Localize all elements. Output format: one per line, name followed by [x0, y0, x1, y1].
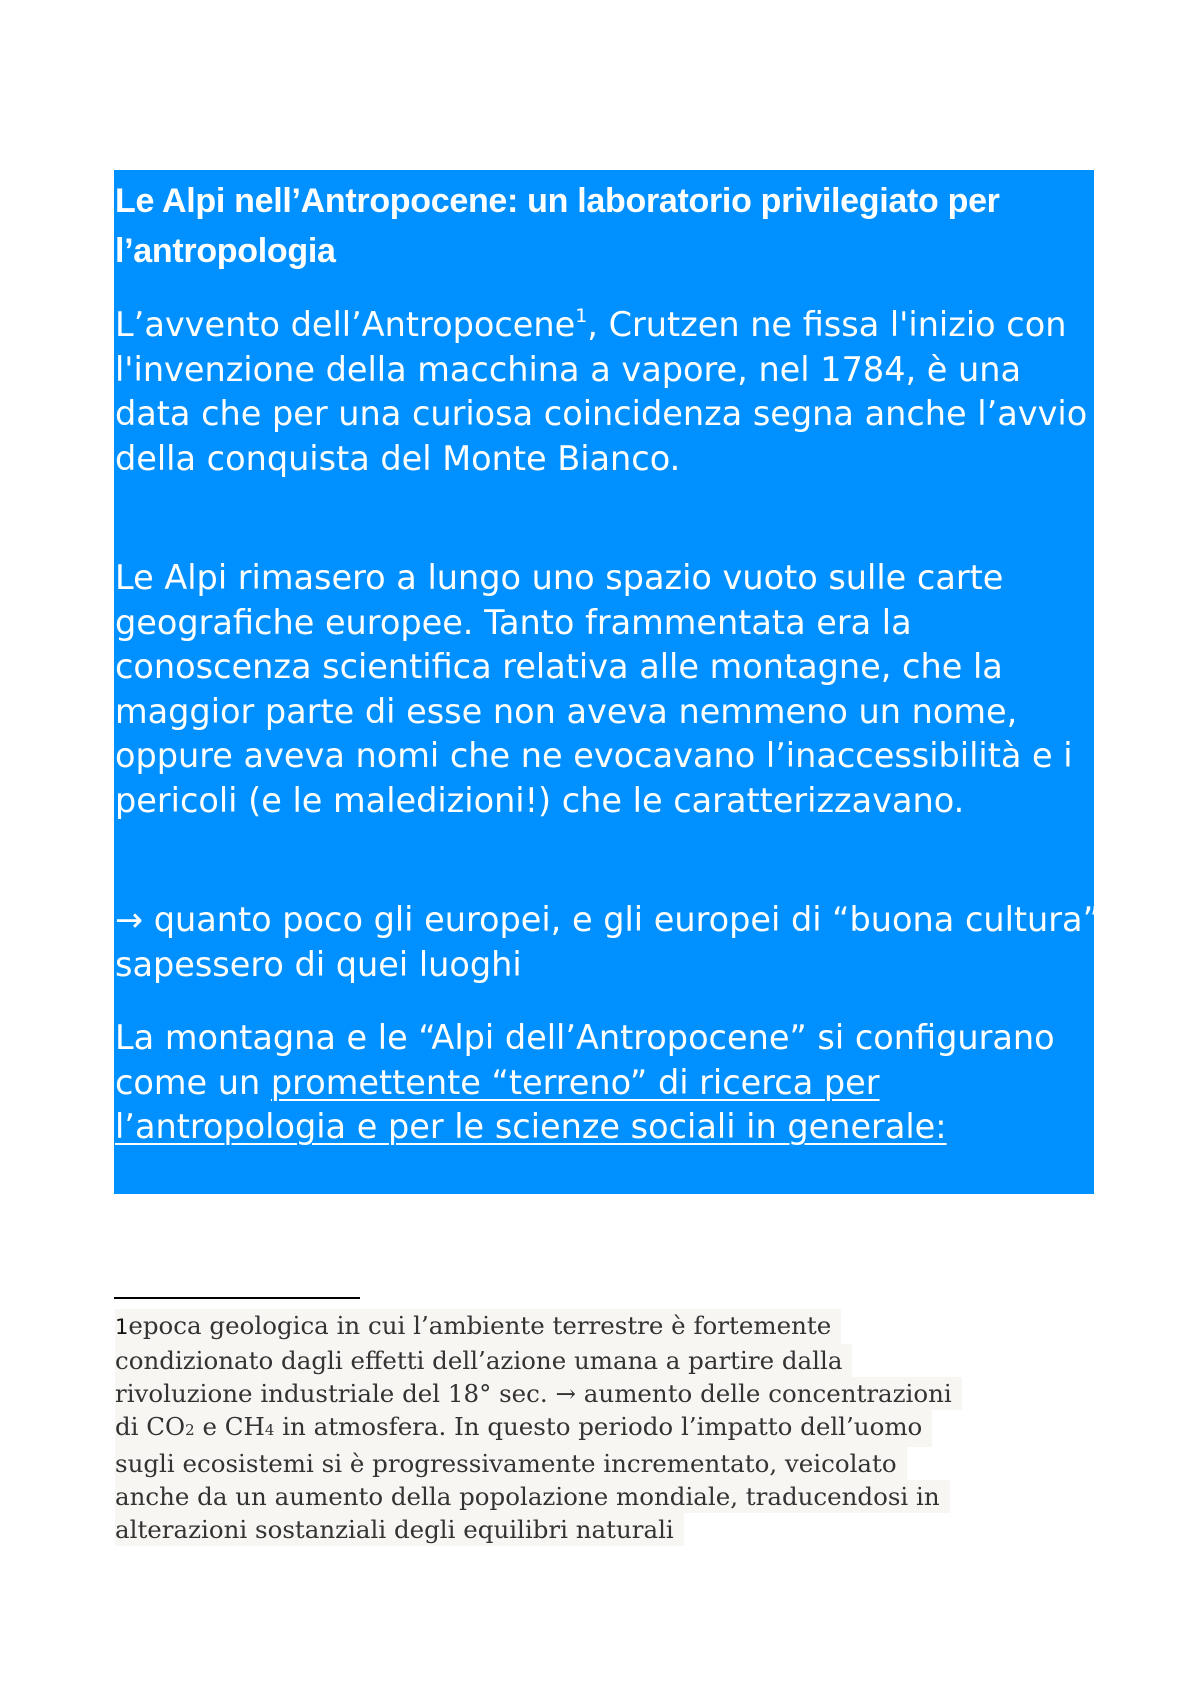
arrow-icon: → [115, 900, 144, 939]
co2-subscript: 2 [185, 1421, 195, 1439]
footnote-text: aumento delle concentrazioni [576, 1379, 952, 1408]
footnote-number: 1 [115, 1315, 129, 1339]
footnote-line [115, 1377, 962, 1410]
footnote-reference[interactable]: 1 [575, 304, 588, 327]
footnote-line [115, 1410, 932, 1447]
paragraph-europei [115, 898, 1100, 987]
document-title: Le Alpi nell’Antropocene: un laboratorio privilegiato per l’antropologia [115, 182, 1000, 270]
underlined-text: promettente “terreno” di ricerca per l’antropologia e per le scienze sociali in generale: [115, 1062, 947, 1146]
paragraph-text: quanto poco gli europei, e gli europei di “buona cultura” sapessero di quei luoghi [115, 900, 1100, 984]
footnote-separator [114, 1297, 360, 1299]
ch4-subscript: 4 [264, 1421, 275, 1439]
footnote-text: epoca geologica in cui l’ambiente terrestre è fortemente [128, 1311, 832, 1340]
paragraph-antropocene-intro [115, 303, 1100, 481]
paragraph-text: La montagna e le “Alpi dell’Antropocene” si configurano come un [115, 1018, 1055, 1102]
footnote-text: e CH [194, 1412, 265, 1441]
arrow-icon: → [555, 1379, 577, 1408]
footnote-line: sugli ecosistemi si è progressivamente incrementato, veicolato [115, 1447, 907, 1480]
footnote-line: anche da un aumento della popolazione mondiale, traducendosi in [115, 1480, 950, 1513]
footnote-text: di CO [115, 1412, 186, 1441]
paragraph-alpi: Le Alpi rimasero a lungo uno spazio vuoto sulle carte geografiche europee. Tanto frammentata era la conoscenza scientifica relativa alle montagne, che la maggior parte di esse non aveva nemmeno un nome, oppure aveva nomi che ne evocavano l’inaccessibilità e i pericoli (e le maledizioni!) che le caratterizzavano. [115, 558, 1073, 820]
footnote [115, 1309, 1115, 1546]
paragraph-montagna [115, 1016, 1100, 1150]
footnote-line: alterazioni sostanziali degli equilibri naturali [115, 1513, 684, 1546]
paragraph-text: , Crutzen ne fissa l'inizio con l'invenzione della macchina a vapore, nel 1784, è una data che per una curiosa coincidenza segna anche l’avvio della conquista del Monte Bianco. [115, 305, 1088, 478]
footnote-text: in atmosfera. In questo periodo l’impatto dell’uomo [274, 1412, 923, 1441]
footnote-line: condizionato dagli effetti dell’azione umana a partire dalla [115, 1344, 852, 1377]
footnote-text: rivoluzione industriale del 18° sec. [115, 1379, 556, 1408]
footnote-line [115, 1309, 841, 1344]
paragraph-text: L’avvento dell’Antropocene [115, 305, 576, 344]
